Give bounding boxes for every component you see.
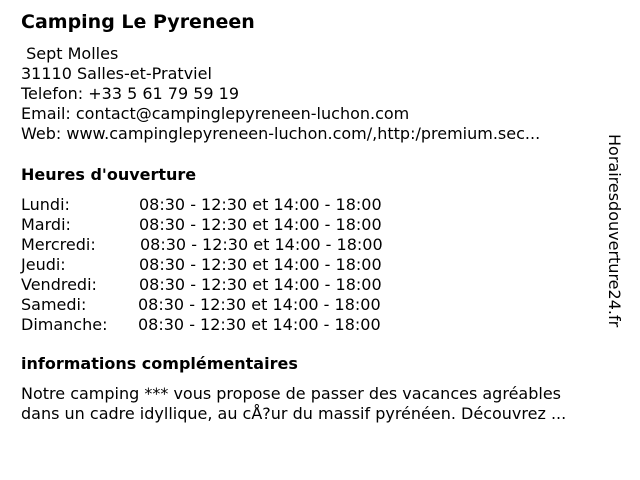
hours-row (21, 315, 581, 335)
hours-row (21, 215, 581, 235)
hours-day: Lundi: (21, 195, 70, 214)
hours-day: Jeudi: (21, 255, 66, 274)
opening-hours-heading: Heures d'ouverture (21, 165, 197, 184)
hours-time: 08:30 - 12:30 et 14:00 - 18:00 (139, 195, 382, 214)
address-city: 31110 Salles-et-Pratviel (21, 64, 212, 83)
hours-time: 08:30 - 12:30 et 14:00 - 18:00 (139, 215, 382, 234)
site-watermark: Horairesdouverture24.fr (605, 134, 624, 328)
hours-day: Mardi: (21, 215, 71, 234)
hours-day: Dimanche: (21, 315, 108, 334)
hours-time: 08:30 - 12:30 et 14:00 - 18:00 (140, 235, 383, 254)
hours-day: Vendredi: (21, 275, 97, 294)
hours-time: 08:30 - 12:30 et 14:00 - 18:00 (138, 315, 381, 334)
additional-info-heading: informations complémentaires (21, 354, 298, 373)
hours-row (21, 275, 581, 295)
address-street: Sept Molles (26, 44, 119, 63)
address-block (21, 44, 540, 144)
description-line: dans un cadre idyllique, au cÅ?ur du massif pyrénéen. Découvrez ... (21, 404, 567, 423)
page-title: Camping Le Pyreneen (21, 11, 255, 33)
hours-row (21, 235, 581, 255)
hours-row (21, 295, 581, 315)
hours-time: 08:30 - 12:30 et 14:00 - 18:00 (139, 275, 382, 294)
opening-hours-table (21, 195, 581, 335)
website-text: Web: www.campinglepyreneen-luchon.com/,http:/premium.sec... (21, 124, 541, 143)
hours-row (21, 255, 581, 275)
hours-day: Mercredi: (21, 235, 96, 254)
hours-time: 08:30 - 12:30 et 14:00 - 18:00 (139, 255, 382, 274)
hours-time: 08:30 - 12:30 et 14:00 - 18:00 (138, 295, 381, 314)
phone-text: Telefon: +33 5 61 79 59 19 (21, 84, 240, 103)
hours-row (21, 195, 581, 215)
hours-day: Samedi: (21, 295, 87, 314)
description-line: Notre camping *** vous propose de passer des vacances agréables (21, 384, 561, 403)
email-text: Email: contact@campinglepyreneen-luchon.com (21, 104, 410, 123)
description-text (21, 384, 566, 424)
